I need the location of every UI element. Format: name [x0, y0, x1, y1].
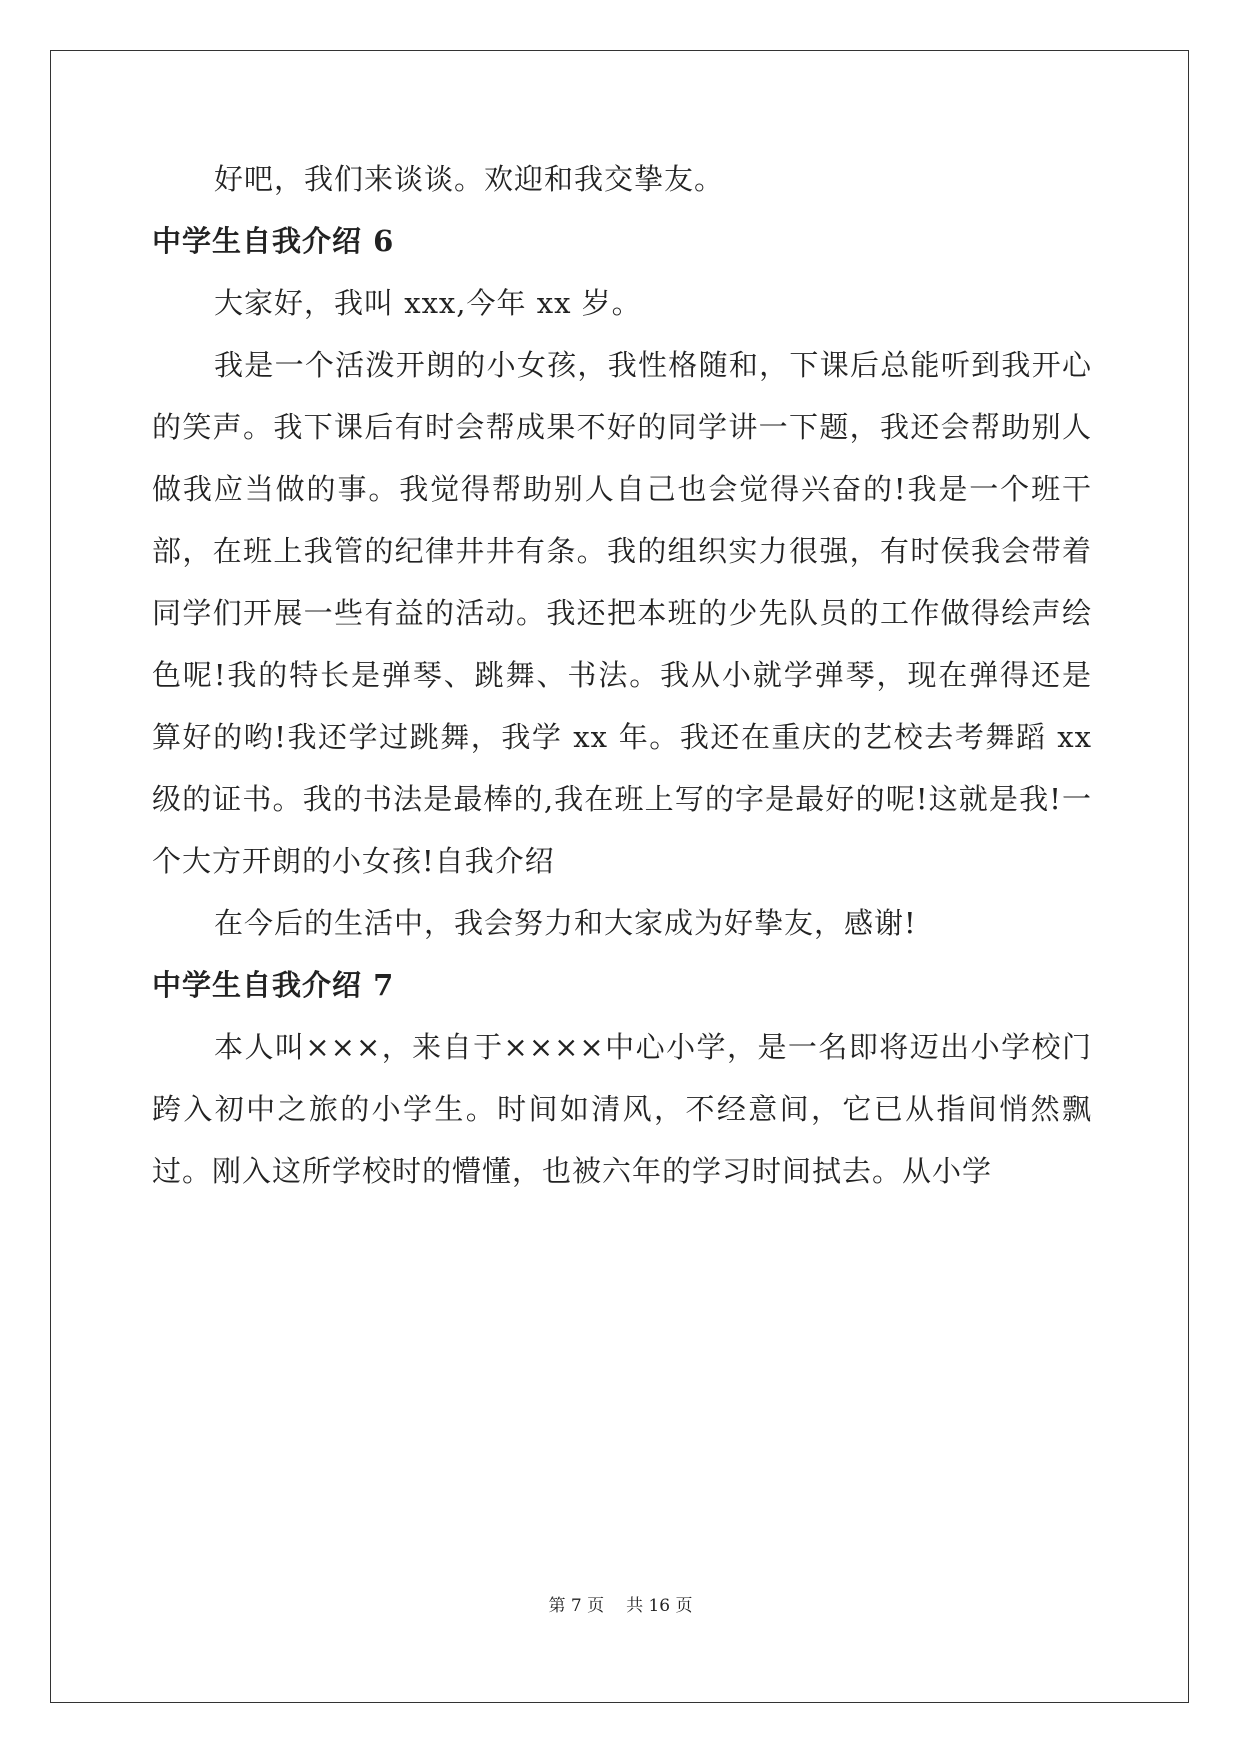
- section-heading-6: 中学生自我介绍 6: [152, 224, 395, 258]
- paragraph-thanks: 在今后的生活中，我会努力和大家成为好挚友，感谢!: [214, 906, 917, 940]
- section-heading-7: 中学生自我介绍 7: [152, 968, 395, 1002]
- page-number: 第 7 页: [548, 1596, 605, 1616]
- paragraph-closing: 好吧，我们来谈谈。欢迎和我交挚友。: [214, 162, 725, 196]
- page-total: 共 16 页: [626, 1596, 693, 1616]
- paragraph-greeting: 大家好，我叫 xxx,今年 xx 岁。: [214, 286, 642, 320]
- page-footer: [0, 1591, 1241, 1616]
- document-body: [152, 148, 1092, 1202]
- paragraph-self-description: 我是一个活泼开朗的小女孩，我性格随和，下课后总能听到我开心的笑声。我下课后有时会帮成果不好的同学讲一下题，我还会帮助别人做我应当做的事。我觉得帮助别人自己也会觉得兴奋的!我是一个班干部，在班上我管的纪律井井有条。我的组织实力很强，有时侯我会带着同学们开展一些有益的活动。我还把本班的少先队员的工作做得绘声绘色呢!我的特长是弹琴、跳舞、书法。我从小就学弹琴，现在弹得还是算好的哟!我还学过跳舞，我学 xx 年。我还在重庆的艺校去考舞蹈 xx 级的证书。我的书法是最棒的,我在班上写的字是最好的呢!这就是我!一个大方开朗的小女孩!自我介绍: [152, 348, 1092, 878]
- paragraph-introduction: 本人叫×××，来自于××××中心小学，是一名即将迈出小学校门跨入初中之旅的小学生。时间如清风，不经意间，它已从指间悄然飘过。刚入这所学校时的懵懂，也被六年的学习时间拭去。从小学: [152, 1030, 1092, 1188]
